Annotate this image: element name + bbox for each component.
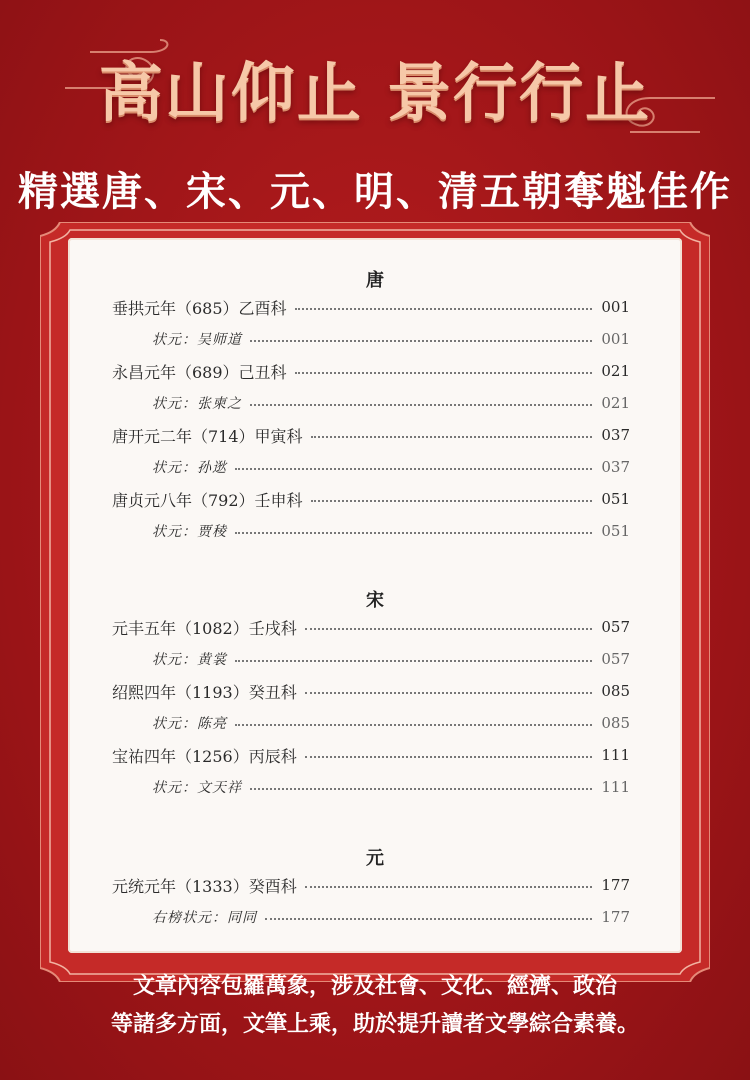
toc-page-number: 051 — [601, 490, 630, 508]
toc-entry-title: 元丰五年（1082）壬戌科 — [112, 618, 297, 638]
leader-dots — [305, 628, 592, 630]
leader-dots — [235, 532, 592, 534]
toc-entry-title: 状元：张柬之 — [152, 396, 242, 412]
toc-entry — [112, 422, 630, 448]
leader-dots — [235, 660, 592, 662]
toc-entry-title: 状元：黄裳 — [152, 652, 227, 668]
toc-subentry — [152, 518, 630, 544]
toc-entry-title: 唐贞元八年（792）壬申科 — [112, 490, 303, 510]
toc-subentry — [152, 326, 630, 352]
toc-subentry — [152, 646, 630, 672]
toc-page-number: 085 — [601, 714, 630, 732]
toc-entry — [112, 678, 630, 704]
leader-dots — [235, 468, 592, 470]
toc-page-number: 051 — [601, 522, 630, 540]
toc-entry — [112, 294, 630, 320]
toc-entry-title: 状元：贾稜 — [152, 524, 227, 540]
leader-dots — [311, 500, 592, 502]
toc-entry-title: 元统元年（1333）癸酉科 — [112, 876, 297, 896]
leader-dots — [305, 692, 592, 694]
toc-entry — [112, 358, 630, 384]
toc-page-number: 021 — [601, 394, 630, 412]
toc-subentry — [152, 904, 630, 930]
toc-entry-title: 状元：陈亮 — [152, 716, 227, 732]
toc-entry-title: 状元：孙逖 — [152, 460, 227, 476]
toc-entry-title: 垂拱元年（685）乙酉科 — [112, 298, 287, 318]
leader-dots — [311, 436, 592, 438]
toc-entry — [112, 486, 630, 512]
toc-page-number: 177 — [601, 908, 630, 926]
toc-page-number: 037 — [601, 458, 630, 476]
toc-entry-title: 永昌元年（689）己丑科 — [112, 362, 287, 382]
toc-page-number: 001 — [601, 298, 630, 316]
toc-subentry — [152, 710, 630, 736]
toc-entry-title: 状元：文天祥 — [152, 780, 242, 796]
description — [40, 968, 710, 1044]
toc-entry — [112, 614, 630, 640]
page-subtitle: 精選唐、宋、元、明、清五朝奪魁佳作 — [18, 169, 732, 215]
leader-dots — [265, 918, 592, 920]
toc-entry — [112, 742, 630, 768]
leader-dots — [305, 886, 592, 888]
toc-page-number: 111 — [601, 778, 630, 796]
toc-subentry — [152, 454, 630, 480]
toc-subentry — [152, 390, 630, 416]
leader-dots — [295, 308, 592, 310]
leader-dots — [250, 340, 592, 342]
description-line-1: 文章內容包羅萬象，涉及社會、文化、經濟、政治 — [132, 974, 617, 999]
toc-page-number: 085 — [601, 682, 630, 700]
section-heading: 唐 — [366, 270, 384, 291]
toc-entry-title: 状元：吴师道 — [152, 332, 242, 348]
toc-entry-title: 唐开元二年（714）甲寅科 — [112, 426, 303, 446]
section-heading: 元 — [366, 848, 384, 869]
page-title: 高山仰止 景行行止 — [98, 57, 652, 131]
toc-subentry — [152, 774, 630, 800]
leader-dots — [250, 404, 592, 406]
leader-dots — [305, 756, 592, 758]
toc-page-number: 057 — [601, 618, 630, 636]
toc-entry-title: 绍熙四年（1193）癸丑科 — [112, 682, 297, 702]
leader-dots — [250, 788, 592, 790]
toc-page-number: 177 — [601, 876, 630, 894]
toc-page-number: 111 — [601, 746, 630, 764]
leader-dots — [295, 372, 592, 374]
section-heading: 宋 — [366, 590, 384, 611]
toc-entry-title: 宝祐四年（1256）丙辰科 — [112, 746, 297, 766]
toc-entry — [112, 872, 630, 898]
toc-page-number: 037 — [601, 426, 630, 444]
description-line-2: 等諸多方面，文筆上乘，助於提升讀者文學綜合素養。 — [110, 1012, 639, 1037]
toc-page-number: 021 — [601, 362, 630, 380]
toc-page-number: 057 — [601, 650, 630, 668]
leader-dots — [235, 724, 592, 726]
toc-page — [68, 238, 682, 953]
toc-entry-title: 右榜状元：同同 — [152, 910, 257, 926]
toc-page-number: 001 — [601, 330, 630, 348]
